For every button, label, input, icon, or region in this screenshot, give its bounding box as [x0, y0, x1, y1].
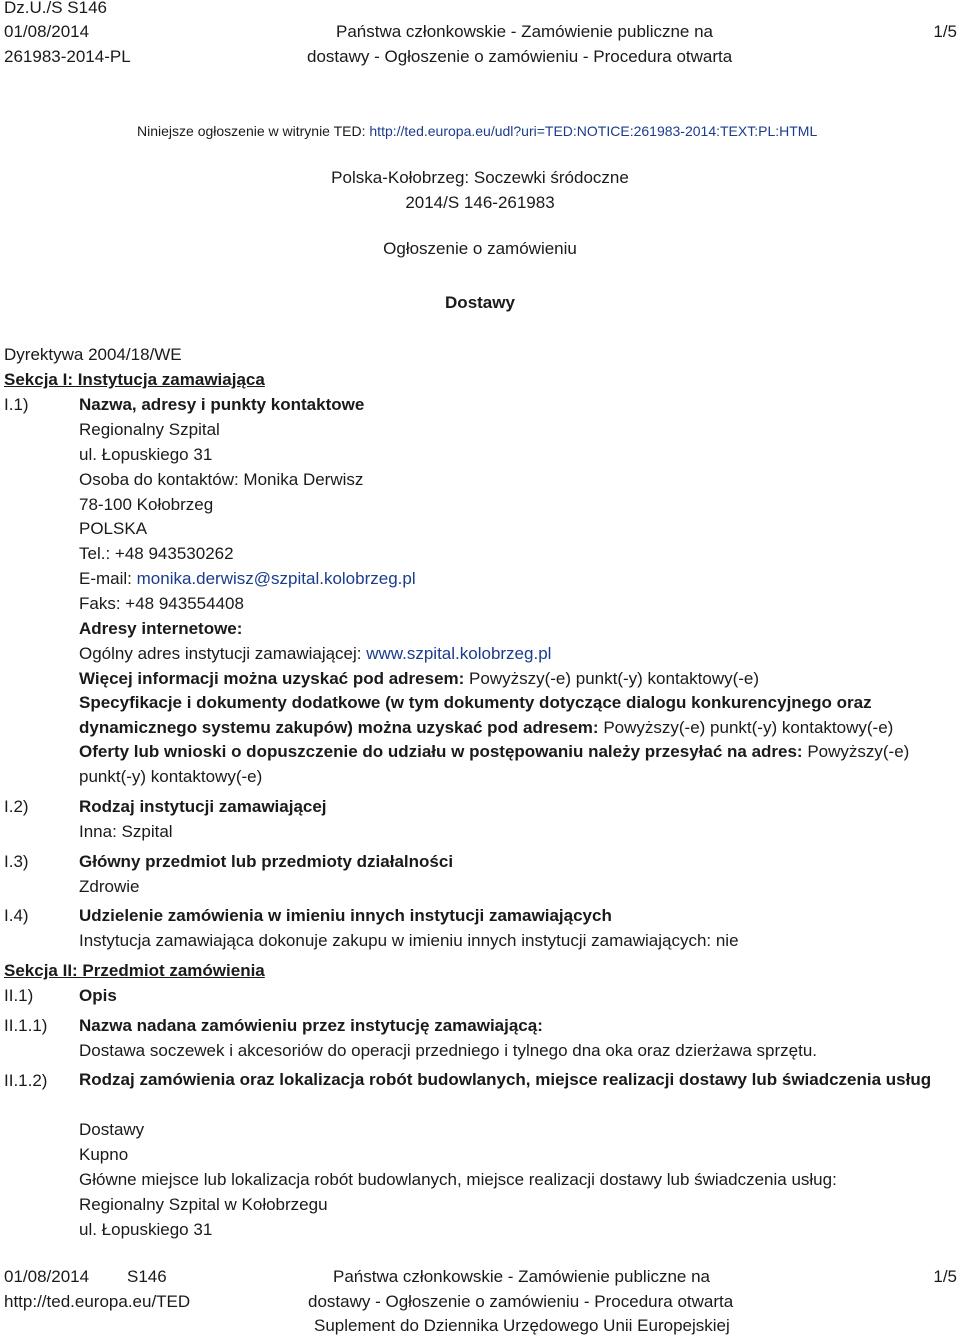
item-i2-value: Inna: Szpital	[79, 822, 173, 841]
footer-url[interactable]: http://ted.europa.eu/TED	[4, 1292, 191, 1311]
org-street: ul. Łopuskiego 31	[79, 445, 213, 464]
org-fax: Faks: +48 943554408	[79, 594, 244, 613]
general-address-link[interactable]: www.szpital.kolobrzeg.pl	[366, 644, 552, 663]
place-org: Regionalny Szpital w Kołobrzegu	[79, 1195, 328, 1214]
directive: Dyrektywa 2004/18/WE	[4, 345, 182, 364]
item-i1-label: Nazwa, adresy i punkty kontaktowe	[79, 395, 365, 414]
section-2-heading: Sekcja II: Przedmiot zamówienia	[4, 961, 265, 980]
org-city: 78-100 Kołobrzeg	[79, 495, 214, 514]
journal-ref: Dz.U./S S146	[4, 0, 107, 17]
email-link[interactable]: monika.derwisz@szpital.kolobrzeg.pl	[136, 569, 416, 588]
footer-issue: S146	[127, 1267, 167, 1286]
general-address-line	[79, 644, 551, 664]
more-info-line	[79, 669, 759, 689]
ted-notice-line	[137, 123, 817, 139]
footer-supplement: Suplement do Dziennika Urzędowego Unii Europejskiej	[314, 1316, 730, 1335]
item-ii1-number: II.1)	[4, 986, 34, 1005]
item-i3-number: I.3)	[4, 852, 29, 871]
notice-title: Polska-Kołobrzeg: Soczewki śródoczne	[331, 168, 629, 187]
item-ii11-number: II.1.1)	[4, 1016, 48, 1035]
more-info-value: Powyższy(-e) punkt(-y) kontaktowy(-e)	[469, 669, 760, 688]
internet-addresses-label: Adresy internetowe:	[79, 619, 243, 638]
footer-title-line1: Państwa członkowskie - Zamówienie publiczne na	[333, 1267, 711, 1286]
org-phone: Tel.: +48 943530262	[79, 544, 234, 563]
specs-label: Specyfikacje i dokumenty dodatkowe (w tym dokumenty dotyczące dialogu konkurencyjnego oraz dynamicznego systemu zakupów) można uzyskać pod adresem:	[79, 693, 872, 737]
item-i2-label: Rodzaj instytucji zamawiającej	[79, 797, 327, 816]
place-label: Główne miejsce lub lokalizacja robót budowlanych, miejsce realizacji dostawy lub świadczenia usług:	[79, 1170, 837, 1189]
item-i4-number: I.4)	[4, 906, 29, 925]
email-label: E-mail:	[79, 569, 137, 588]
section-1-heading: Sekcja I: Instytucja zamawiająca	[4, 370, 265, 389]
item-ii11-value: Dostawa soczewek i akcesoriów do operacji przedniego i tylnego dna oka oraz dzierżawa sprzętu.	[79, 1041, 817, 1060]
header-page-number: 1/5	[933, 22, 957, 41]
contact-person: Osoba do kontaktów: Monika Derwisz	[79, 470, 364, 489]
item-i1-number: I.1)	[4, 395, 29, 414]
more-info-label: Więcej informacji można uzyskać pod adresem:	[79, 669, 470, 688]
org-email-line	[79, 569, 416, 589]
general-address-label: Ogólny adres instytucji zamawiającej:	[79, 644, 367, 663]
item-i2-number: I.2)	[4, 797, 29, 816]
item-i3-value: Zdrowie	[79, 877, 140, 896]
ted-notice-prefix: Niniejsze ogłoszenie w witrynie TED:	[137, 123, 370, 139]
footer-page-number: 1/5	[933, 1267, 957, 1286]
footer-title-line2: dostawy - Ogłoszenie o zamówieniu - Procedura otwarta	[308, 1292, 734, 1311]
header-date: 01/08/2014	[4, 22, 90, 41]
item-ii12-number: II.1.2)	[4, 1071, 48, 1090]
notice-number: 2014/S 146-261983	[405, 193, 555, 212]
header-title-line1: Państwa członkowskie - Zamówienie publiczne na	[336, 22, 714, 41]
contract-mode: Kupno	[79, 1145, 129, 1164]
item-ii12-label: Rodzaj zamówienia oraz lokalizacja robót budowlanych, miejsce realizacji dostawy lub świadczenia usług	[79, 1070, 932, 1089]
item-i4-value: Instytucja zamawiająca dokonuje zakupu w imieniu innych instytucji zamawiających: nie	[79, 931, 739, 950]
org-country: POLSKA	[79, 519, 148, 538]
header-docid: 261983-2014-PL	[4, 47, 131, 66]
offers-label: Oferty lub wnioski o dopuszczenie do udziału w postępowaniu należy przesyłać na adres:	[79, 742, 808, 761]
item-i3-label: Główny przedmiot lub przedmioty działalności	[79, 852, 454, 871]
org-name: Regionalny Szpital	[79, 420, 220, 439]
offers-line	[79, 740, 949, 789]
item-ii11-label: Nazwa nadana zamówieniu przez instytucję zamawiającą:	[79, 1016, 543, 1035]
item-ii1-label: Opis	[79, 986, 117, 1005]
contract-type: Dostawy	[79, 1120, 145, 1139]
specs-line	[79, 691, 949, 740]
offers-value: Powyższy(-e) punkt(-y) kontaktowy(-e)	[79, 742, 910, 786]
footer-date: 01/08/2014	[4, 1267, 90, 1286]
notice-category: Dostawy	[445, 293, 515, 312]
notice-type: Ogłoszenie o zamówieniu	[383, 239, 577, 258]
header-title-line2: dostawy - Ogłoszenie o zamówieniu - Procedura otwarta	[307, 47, 733, 66]
place-street: ul. Łopuskiego 31	[79, 1220, 213, 1239]
specs-value: Powyższy(-e) punkt(-y) kontaktowy(-e)	[603, 717, 894, 737]
ted-notice-link[interactable]: http://ted.europa.eu/udl?uri=TED:NOTICE:261983-2014:TEXT:PL:HTML	[369, 123, 818, 139]
item-i4-label: Udzielenie zamówienia w imieniu innych instytucji zamawiających	[79, 906, 612, 925]
